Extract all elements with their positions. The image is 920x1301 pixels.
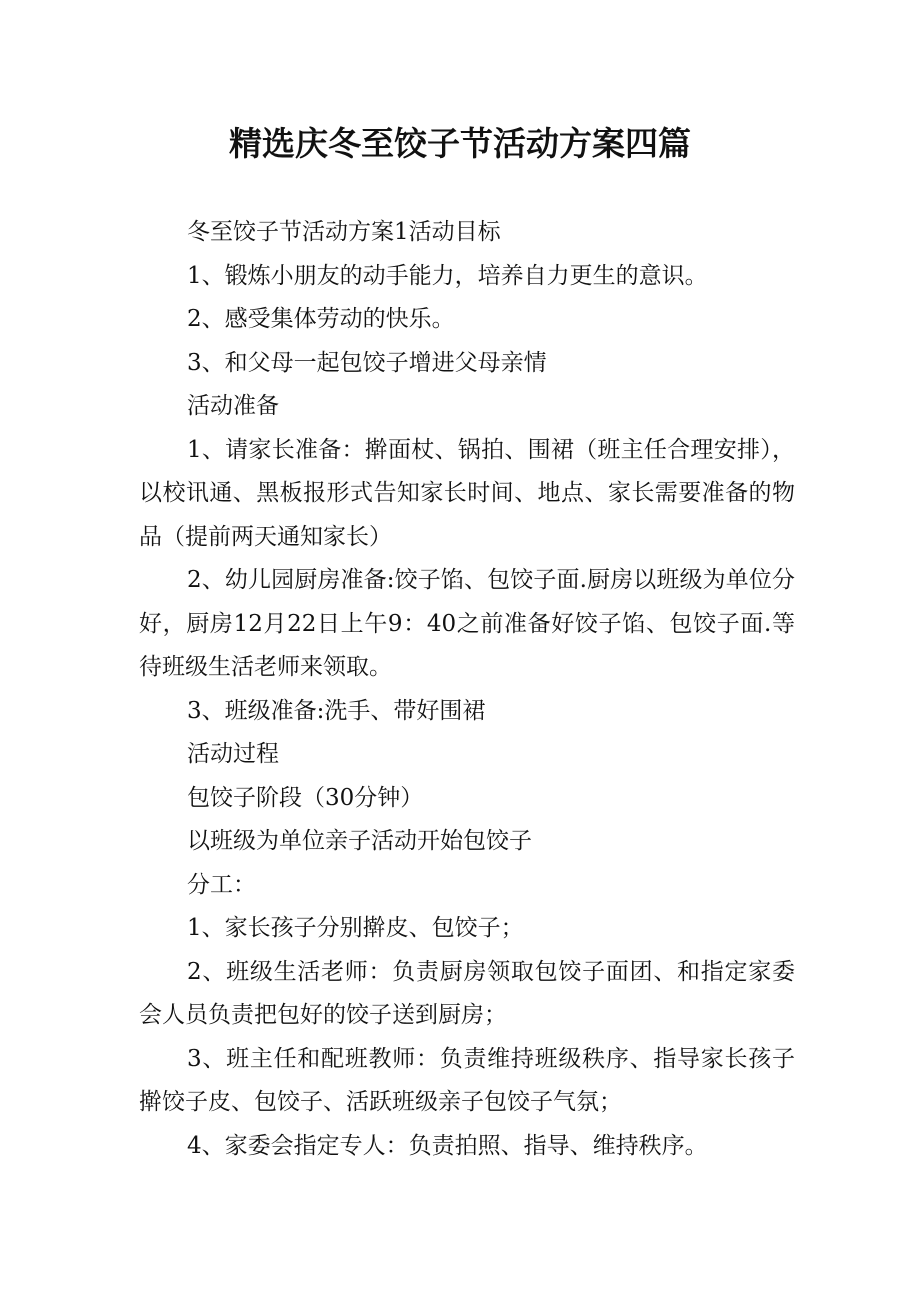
paragraph: 4、家委会指定专人：负责拍照、指导、维持秩序。 xyxy=(187,1132,708,1159)
section-heading: 活动过程 xyxy=(187,741,279,767)
paragraph: 分工： xyxy=(187,871,256,898)
paragraph: 1、家长孩子分别擀皮、包饺子； xyxy=(187,915,524,941)
paragraph: 以班级为单位亲子活动开始包饺子 xyxy=(187,828,532,854)
paragraph: 包饺子阶段（30分钟） xyxy=(187,784,424,811)
paragraph: 3、和父母一起包饺子增进父母亲情 xyxy=(187,349,547,376)
paragraph: 2、幼儿园厨房准备:饺子馅、包饺子面.厨房以班级为单位分好，厨房12月22日上午9：40之前准备好饺子馅、包饺子面.等待班级生活老师来领取。 xyxy=(139,567,795,680)
paragraph: 3、班主任和配班教师：负责维持班级秩序、指导家长孩子擀饺子皮、包饺子、活跃班级亲子包饺子气氛； xyxy=(139,1045,795,1115)
paragraph: 3、班级准备:洗手、带好围裙 xyxy=(187,697,486,724)
document-title: 精选庆冬至饺子节活动方案四篇 xyxy=(229,124,691,163)
paragraph: 1、请家长准备：擀面杖、锅拍、围裙（班主任合理安排），以校讯通、黑板报形式告知家长时间、地点、家长需要准备的物品（提前两天通知家长） xyxy=(139,436,795,550)
paragraph: 1、锻炼小朋友的动手能力，培养自力更生的意识。 xyxy=(187,262,708,289)
document-body xyxy=(139,211,795,1168)
section-heading: 活动准备 xyxy=(187,393,279,419)
paragraph: 2、感受集体劳动的快乐。 xyxy=(187,306,455,332)
paragraph: 冬至饺子节活动方案1活动目标 xyxy=(187,219,501,245)
paragraph: 2、班级生活老师：负责厨房领取包饺子面团、和指定家委会人员负责把包好的饺子送到厨房； xyxy=(139,958,795,1028)
